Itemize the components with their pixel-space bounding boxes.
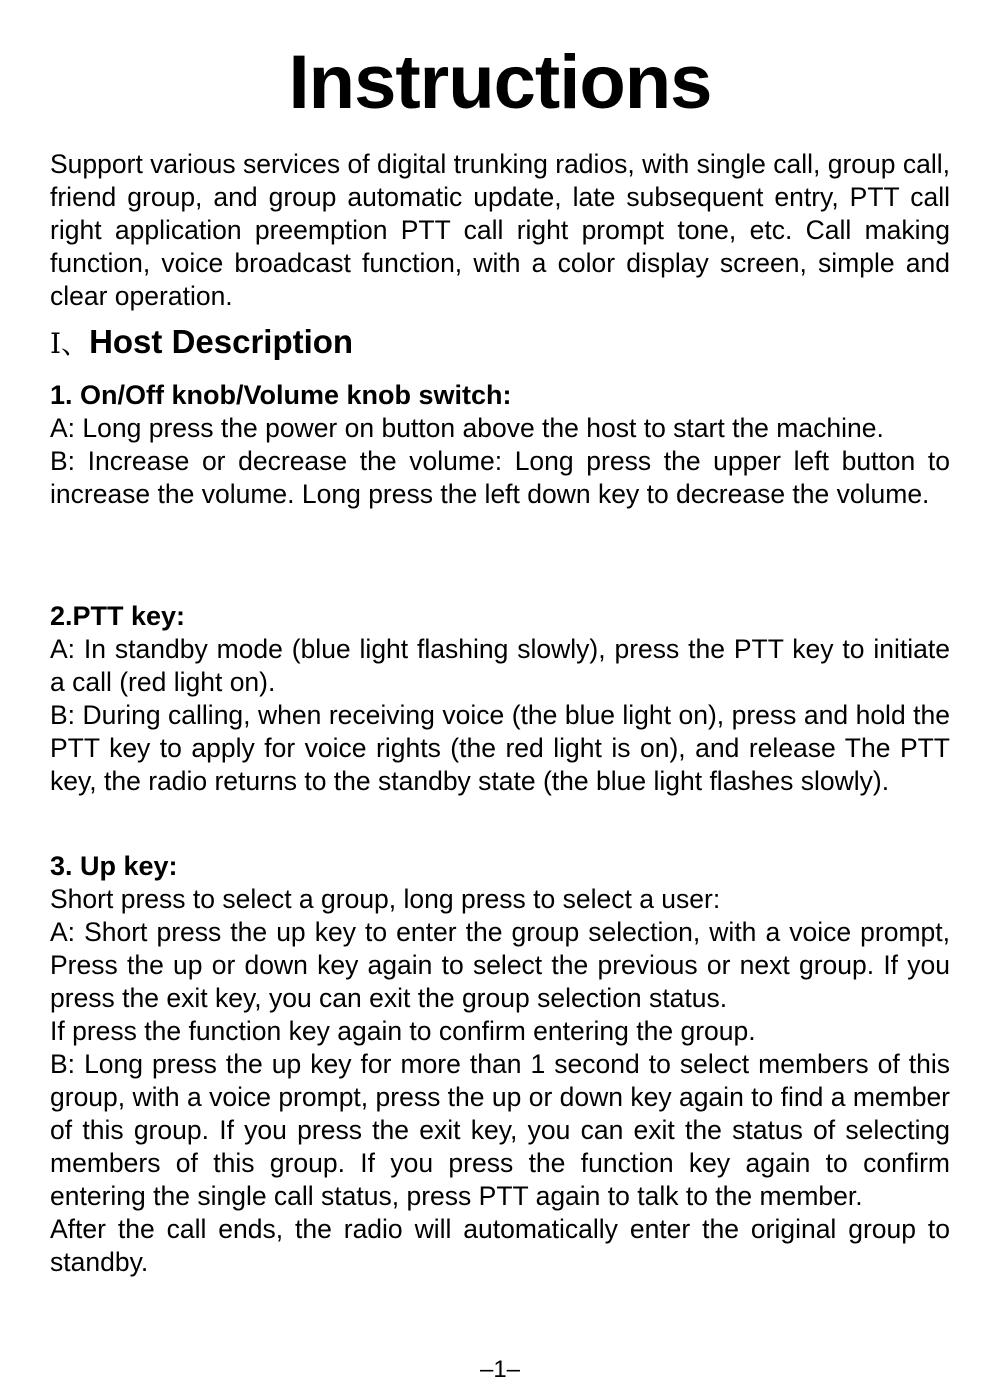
item-heading: 1. On/Off knob/Volume knob switch: [50, 380, 512, 410]
item-paragraph: After the call ends, the radio will automatically enter the original group to standby. [50, 1214, 950, 1277]
item-ptt-key [50, 600, 950, 798]
item-paragraph: B: Increase or decrease the volume: Long press the upper left button to increase the volume. Long press the left down key to decrease the volume. [50, 446, 950, 509]
item-heading: 3. Up key: [50, 851, 178, 881]
item-on-off-knob [50, 379, 950, 511]
intro-paragraph [50, 148, 950, 313]
section-heading [50, 322, 353, 364]
page-number: –1– [479, 1356, 521, 1383]
page-title: Instructions [288, 40, 712, 125]
section-numeral: Ⅰ、 [50, 327, 90, 360]
item-paragraph: B: Long press the up key for more than 1 second to select members of this group, with a voice prompt, press the up or down key again to find a member of this group. If you press the exit key, you can exit the status of selecting members of this group. If you press the function key again to confirm entering the single call status, press PTT again to talk to the member. [50, 1049, 951, 1211]
item-paragraph: If press the function key again to confirm entering the group. [50, 1016, 756, 1046]
item-paragraph: A: Short press the up key to enter the group selection, with a voice prompt, Press the up or down key again to select the previous or next group. If you press the exit key, you can exit the group selection status. [50, 917, 950, 1013]
item-paragraph: Short press to select a group, long press to select a user: [50, 884, 721, 914]
item-heading: 2.PTT key: [50, 601, 186, 631]
item-paragraph: A: In standby mode (blue light flashing slowly), press the PTT key to initiate a call (red light on). [50, 634, 950, 697]
section-title: Host Description [89, 323, 354, 360]
item-paragraph: B: During calling, when receiving voice (the blue light on), press and hold the PTT key to apply for voice rights (the red light is on), and release The PTT key, the radio returns to the standby state (the blue light flashes slowly). [50, 700, 950, 796]
item-up-key [50, 850, 950, 1279]
item-paragraph: A: Long press the power on button above the host to start the machine. [50, 413, 884, 443]
intro-text: Support various services of digital trunking radios, with single call, group call, friend group, and group automatic update, late subsequent entry, PTT call right application preemption PTT call right prompt tone, etc. Call making function, voice broadcast function, with a color display screen, simple and clear operation. [50, 149, 950, 311]
